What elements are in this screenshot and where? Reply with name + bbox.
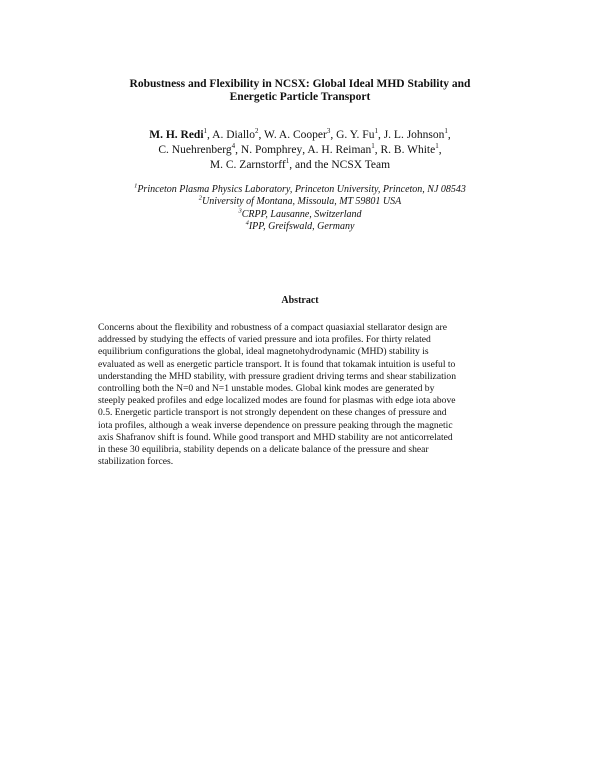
abstract-line: understanding the MHD stability, with pressure gradient driving terms and shear stabilization bbox=[98, 370, 456, 382]
affiliation bbox=[60, 184, 540, 196]
abstract-line: addressed by studying the effects of varied pressure and iota profiles. For thirty related bbox=[98, 334, 431, 346]
abstract-line: axis Shafranov shift is found. While good transport and MHD stability are not anticorrelated bbox=[98, 431, 453, 443]
affiliation bbox=[60, 221, 540, 233]
abstract-line: stabilization forces. bbox=[98, 456, 174, 468]
author-affil-mark: 3 bbox=[326, 127, 331, 136]
title-line-2: Energetic Particle Transport bbox=[229, 91, 371, 103]
abstract-line: evaluated as well as energetic particle transport. It is found that tokamak intuition is useful to bbox=[98, 358, 456, 370]
affiliation-mark: 4 bbox=[245, 219, 249, 227]
affiliation bbox=[60, 209, 540, 221]
author-separator: , bbox=[447, 129, 451, 141]
title-line-1: Robustness and Flexibility in NCSX: Global Ideal MHD Stability and bbox=[129, 78, 471, 90]
author-affil-mark: 1 bbox=[371, 142, 375, 151]
author-separator: , bbox=[258, 129, 265, 141]
author-name: R. B. White bbox=[380, 144, 436, 156]
affiliation-list bbox=[60, 184, 540, 233]
author-separator: , bbox=[207, 129, 213, 141]
author-name: A. Diallo bbox=[212, 129, 255, 141]
author-list bbox=[60, 128, 540, 173]
abstract-line: steeply peaked profiles and edge localized modes are found for plasmas with edge iota above bbox=[98, 395, 456, 407]
author-separator: , bbox=[302, 144, 308, 156]
author-name: J. L. Johnson bbox=[383, 129, 445, 141]
author-separator: , bbox=[330, 129, 337, 141]
author-separator: , bbox=[438, 144, 442, 156]
affiliation-mark: 3 bbox=[238, 207, 242, 215]
author-name: M. C. Zarnstorff bbox=[209, 159, 286, 171]
affiliation bbox=[60, 196, 540, 208]
affiliation-mark: 2 bbox=[198, 194, 202, 202]
author-line-3 bbox=[60, 158, 540, 173]
author-team: , and the NCSX Team bbox=[289, 159, 391, 171]
affiliation-text: Princeton Plasma Physics Laboratory, Princeton University, Princeton, NJ 08543 bbox=[137, 184, 466, 195]
abstract-heading: Abstract bbox=[281, 295, 319, 306]
abstract-line: iota profiles, although a weak inverse dependence on pressure peaking through the magnetic bbox=[98, 419, 453, 431]
affiliation-mark: 1 bbox=[134, 182, 138, 190]
abstract-line: 0.5. Energetic particle transport is not strongly dependent on these changes of pressure and bbox=[98, 407, 447, 419]
author-separator: , bbox=[235, 144, 241, 156]
author-affil-mark: 2 bbox=[254, 127, 259, 136]
author-affil-mark: 1 bbox=[374, 127, 378, 136]
author-affil-mark: 1 bbox=[285, 157, 290, 166]
author-name: W. A. Cooper bbox=[264, 129, 327, 141]
author-affil-mark: 1 bbox=[444, 127, 448, 136]
author-name: C. Nuehrenberg bbox=[158, 144, 232, 156]
abstract-line: in these 30 equilibria, stability depends on a delicate balance of the pressure and shear bbox=[98, 444, 429, 456]
author-affil-mark: 1 bbox=[203, 127, 208, 136]
abstract-line: Concerns about the flexibility and robustness of a compact quasiaxial stellarator design are bbox=[98, 322, 448, 333]
author-separator: , bbox=[377, 129, 384, 141]
author-name: A. H. Reiman bbox=[307, 144, 372, 156]
author-separator: , bbox=[374, 144, 381, 156]
author-name: G. Y. Fu bbox=[336, 129, 375, 141]
abstract-body bbox=[98, 322, 505, 468]
author-affil-mark: 1 bbox=[435, 142, 439, 151]
abstract-line: equilibrium configurations the global, ideal magnetohydrodynamic (MHD) stability is bbox=[98, 346, 429, 358]
author-line-2 bbox=[60, 143, 540, 158]
author-name: N. Pomphrey bbox=[240, 144, 303, 156]
author-line-1 bbox=[60, 128, 540, 143]
paper-title bbox=[60, 78, 540, 104]
affiliation-text: CRPP, Lausanne, Switzerland bbox=[241, 208, 362, 220]
affiliation-text: IPP, Greifswald, Germany bbox=[248, 220, 355, 232]
affiliation-text: University of Montana, Missoula, MT 59801 USA bbox=[201, 196, 402, 208]
author-name: M. H. Redi bbox=[149, 129, 204, 141]
abstract-line: controlling both the N=0 and N=1 unstable modes. Global kink modes are generated by bbox=[98, 383, 435, 395]
author-affil-mark: 4 bbox=[231, 142, 236, 151]
